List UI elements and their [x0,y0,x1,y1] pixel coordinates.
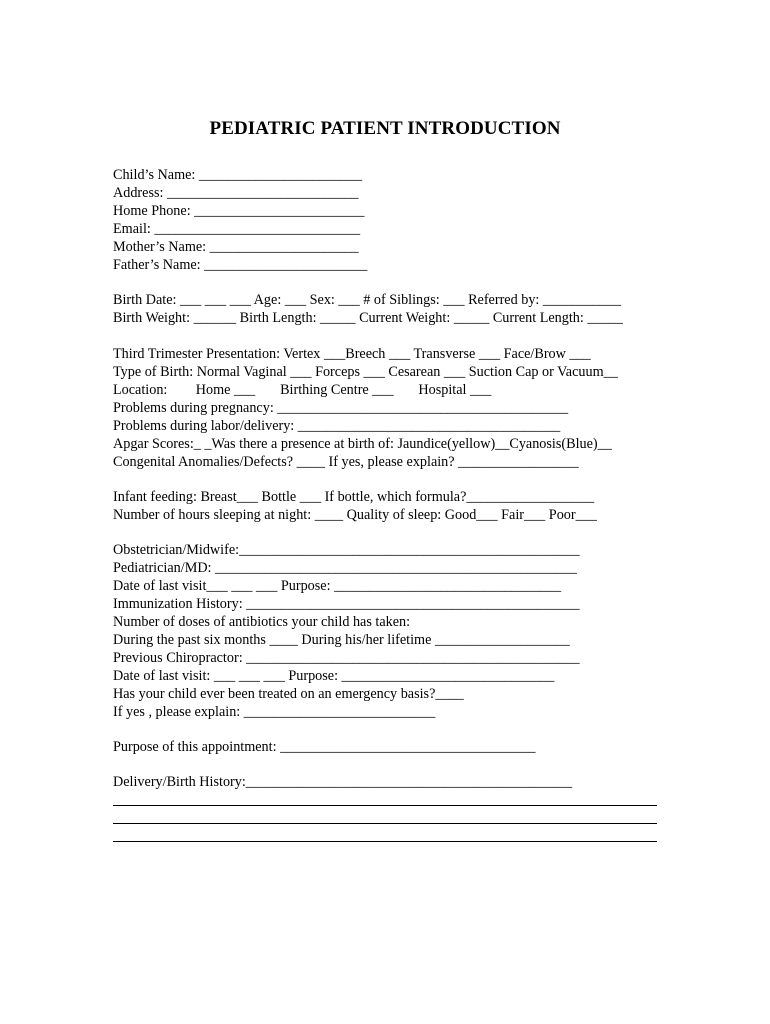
location-line[interactable]: Location: Home ___ Birthing Centre ___ Hospital ___ [113,382,492,398]
home-phone-field[interactable]: Home Phone: ________________________ [113,203,365,219]
immunization-field[interactable]: Immunization History: _______________________________________________ [113,596,580,612]
infant-feeding-line[interactable]: Infant feeding: Breast___ Bottle ___ If bottle, which formula?__________________ [113,489,595,505]
birth-date-line[interactable]: Birth Date: ___ ___ ___ Age: ___ Sex: ___ # of Siblings: ___ Referred by: ___________ [113,292,621,308]
blank-answer-line[interactable] [113,823,657,824]
form-title: PEDIATRIC PATIENT INTRODUCTION [209,118,561,139]
chiropractor-last-visit-line[interactable]: Date of last visit: ___ ___ ___ Purpose: ______________________________ [113,668,555,684]
problems-pregnancy-field[interactable]: Problems during pregnancy: _________________________________________ [113,400,569,416]
date-last-visit-line[interactable]: Date of last visit___ ___ ___ Purpose: ________________________________ [113,578,562,594]
email-field[interactable]: Email: _____________________________ [113,221,361,237]
sleeping-line[interactable]: Number of hours sleeping at night: ____ Quality of sleep: Good___ Fair___ Poor___ [113,507,597,523]
antibiotics-label: Number of doses of antibiotics your child has taken: [113,614,411,630]
obstetrician-field[interactable]: Obstetrician/Midwife:________________________________________________ [113,542,580,558]
third-trimester-line[interactable]: Third Trimester Presentation: Vertex ___Breech ___ Transverse ___ Face/Brow ___ [113,346,591,362]
apgar-line[interactable]: Apgar Scores:_ _Was there a presence at birth of: Jaundice(yellow)__Cyanosis(Blue)__ [113,436,612,452]
purpose-appointment-field[interactable]: Purpose of this appointment: ____________________________________ [113,739,536,755]
antibiotics-period-line[interactable]: During the past six months ____ During his/her lifetime ___________________ [113,632,570,648]
problems-labor-field[interactable]: Problems during labor/delivery: _____________________________________ [113,418,561,434]
mothers-name-field[interactable]: Mother’s Name: _____________________ [113,239,359,255]
blank-answer-line[interactable] [113,805,657,806]
emergency-line[interactable]: Has your child ever been treated on an emergency basis?____ [113,686,464,702]
fathers-name-field[interactable]: Father’s Name: _______________________ [113,257,368,273]
type-of-birth-line[interactable]: Type of Birth: Normal Vaginal ___ Forceps ___ Cesarean ___ Suction Cap or Vacuum__ [113,364,618,380]
emergency-explain-field[interactable]: If yes , please explain: ___________________________ [113,704,436,720]
delivery-history-field[interactable]: Delivery/Birth History:______________________________________________ [113,774,573,790]
childs-name-field[interactable]: Child’s Name: _______________________ [113,167,363,183]
congenital-line[interactable]: Congenital Anomalies/Defects? ____ If yes, please explain? _________________ [113,454,579,470]
previous-chiropractor-field[interactable]: Previous Chiropractor: _______________________________________________ [113,650,580,666]
birth-weight-line[interactable]: Birth Weight: ______ Birth Length: _____ Current Weight: _____ Current Length: _____ [113,310,623,326]
blank-answer-line[interactable] [113,841,657,842]
address-field[interactable]: Address: ___________________________ [113,185,359,201]
pediatrician-field[interactable]: Pediatrician/MD: ___________________________________________________ [113,560,577,576]
